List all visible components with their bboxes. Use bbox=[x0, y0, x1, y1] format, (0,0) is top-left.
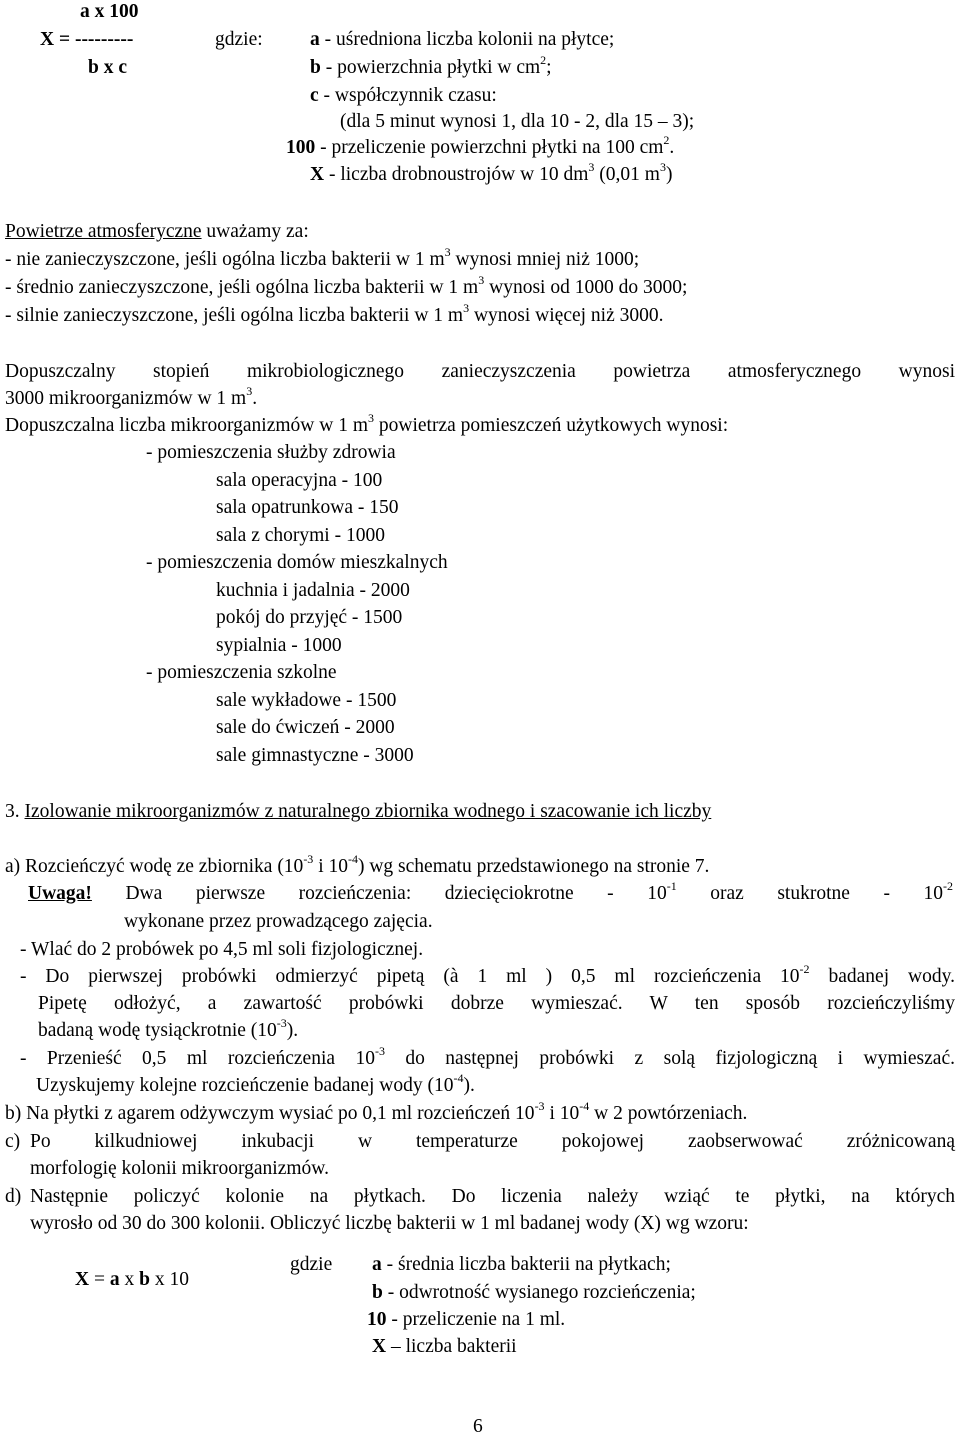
formula1-numerator: a x 100 bbox=[80, 1, 139, 22]
formula1-time-note: (dla 5 minut wynosi 1, dla 10 - 2, dla 15 – 3); bbox=[340, 111, 695, 132]
step-a-3-line2: Uzyskujemy kolejne rozcieńczenie badanej wody $(10^{-4})$. bbox=[36, 1070, 475, 1096]
step-a: a) Rozcieńczyć wodę ze zbiornika ($10^{-3}$ i $10^{-4}$) wg schematu przedstawionego na stronie 7. bbox=[5, 851, 710, 877]
step-d-label: d) bbox=[5, 1186, 22, 1207]
formula1-def-a: a - uśredniona liczba kolonii na płytce; bbox=[310, 29, 615, 50]
room-item: sala z chorymi - 1000 bbox=[216, 525, 385, 546]
formula1-def-c: c - współczynnik czasu: bbox=[310, 85, 497, 106]
air-item-medium: - średnio zanieczyszczone, jeśli ogólna liczba bakterii w 1 $m^3$ wynosi od 1000 do 3000; bbox=[5, 272, 688, 298]
room-item: sypialnia - 1000 bbox=[216, 635, 342, 656]
room-item: kuchnia i jadalnia - 2000 bbox=[216, 580, 410, 601]
formula2-where: gdzie bbox=[290, 1254, 333, 1275]
step-a-1: - Wlać do 2 probówek po 4,5 ml soli fizjologicznej. bbox=[20, 939, 424, 960]
step-a-2-line3: badaną wodę tysiąckrotnie $(10^{-3})$. bbox=[38, 1015, 299, 1041]
step-d-line2: wyrosło od 30 do 300 kolonii. Obliczyć liczbę bakterii w 1 ml badanej wody (X) wg wzoru: bbox=[30, 1213, 749, 1234]
room-item: sale do ćwiczeń - 2000 bbox=[216, 717, 395, 738]
room-item: sala opatrunkowa - 150 bbox=[216, 497, 399, 518]
step-c-label: c) bbox=[5, 1131, 21, 1152]
uwaga-line1: Uwaga! Dwa pierwsze rozcieńczenia: dziecięciokrotne - $10^{-1}$ oraz stukrotne - $10^{-2}$ bbox=[28, 878, 953, 904]
room-item: pokój do przyjęć - 1500 bbox=[216, 607, 403, 628]
rooms-group-schools: - pomieszczenia szkolne bbox=[146, 662, 337, 683]
formula1-def-b: b - powierzchnia płytki w $cm^2$; bbox=[310, 52, 552, 78]
rooms-group-homes: - pomieszczenia domów mieszkalnych bbox=[146, 552, 448, 573]
uwaga-label: Uwaga! bbox=[28, 883, 92, 904]
formula2-def-a: a - średnia liczba bakterii na płytkach; bbox=[372, 1254, 671, 1275]
formula1-where: gdzie: bbox=[215, 29, 263, 50]
air-heading: Powietrze atmosferyczne uważamy za: bbox=[5, 221, 309, 242]
formula1-def-100: 100 - przeliczenie powierzchni płytki na 100 $cm^2$. bbox=[286, 132, 675, 158]
room-item: sale gimnastyczne - 3000 bbox=[216, 745, 414, 766]
step-a-2-line1: - Do pierwszej probówki odmierzyć pipetą (à 1 ml ) 0,5 ml rozcieńczenia $10^{-2}$ badanej wody. bbox=[20, 961, 955, 987]
formula2-def-b: b - odwrotność wysianego rozcieńczenia; bbox=[372, 1282, 696, 1303]
air-item-heavy: - silnie zanieczyszczone, jeśli ogólna liczba bakterii w 1 $m^3$ wynosi więcej niż 3000. bbox=[5, 300, 664, 326]
step-b: b) Na płytki z agarem odżywczym wysiać po 0,1 ml rozcieńczeń $10^{-3}$ i $10^{-4}$ w 2 powtórzeniach. bbox=[5, 1098, 748, 1124]
formula1-def-x: X - liczba drobnoustrojów w 10 $dm^3$ (0,01 $m^3$) bbox=[310, 159, 673, 185]
room-item: sala operacyjna - 100 bbox=[216, 470, 383, 491]
formula2-def-x: X – liczba bakterii bbox=[372, 1336, 517, 1357]
step-a-2-line2: Pipetę odłożyć, a zawartość probówki dobrze wymieszać. W ten sposób rozcieńczyliśmy bbox=[38, 993, 955, 1014]
formula1-lhs: X = --------- bbox=[40, 29, 134, 50]
indoor-heading: Dopuszczalna liczba mikroorganizmów w 1 $m^3$ powietrza pomieszczeń użytkowych wynosi: bbox=[5, 410, 729, 436]
air-item-clean: - nie zanieczyszczone, jeśli ogólna liczba bakterii w 1 $m^3$ wynosi mniej niż 1000; bbox=[5, 244, 640, 270]
rooms-group-health: - pomieszczenia służby zdrowia bbox=[146, 442, 396, 463]
room-item: sale wykładowe - 1500 bbox=[216, 690, 397, 711]
step-d-line1: Następnie policzyć kolonie na płytkach. Do liczenia należy wziąć te płytki, na których bbox=[30, 1186, 955, 1207]
formula2: X = a x b x 10 bbox=[75, 1269, 189, 1290]
step-a-3-line1: - Przenieść 0,5 ml rozcieńczenia $10^{-3}$ do następnej probówki z solą fizjologiczną i wymieszać. bbox=[20, 1043, 955, 1069]
step-c-line1: Po kilkudniowej inkubacji w temperaturze pokojowej zaobserwować zróżnicowaną bbox=[30, 1131, 955, 1152]
air-allowed-line2: 3000 mikroorganizmów w 1 $m^3$. bbox=[5, 383, 258, 409]
formula1-denominator: b x c bbox=[88, 57, 127, 78]
section3-heading: 3. Izolowanie mikroorganizmów z naturalnego zbiornika wodnego i szacowanie ich liczby bbox=[5, 801, 712, 822]
air-allowed-line1: Dopuszczalny stopień mikrobiologicznego zanieczyszczenia powietrza atmosferycznego wynosi bbox=[5, 361, 955, 382]
page-number: 6 bbox=[473, 1416, 483, 1437]
step-c-line2: morfologię kolonii mikroorganizmów. bbox=[30, 1158, 329, 1179]
formula2-def-10: 10 - przeliczenie na 1 ml. bbox=[367, 1309, 566, 1330]
uwaga-line2: wykonane przez prowadzącego zajęcia. bbox=[124, 911, 433, 932]
